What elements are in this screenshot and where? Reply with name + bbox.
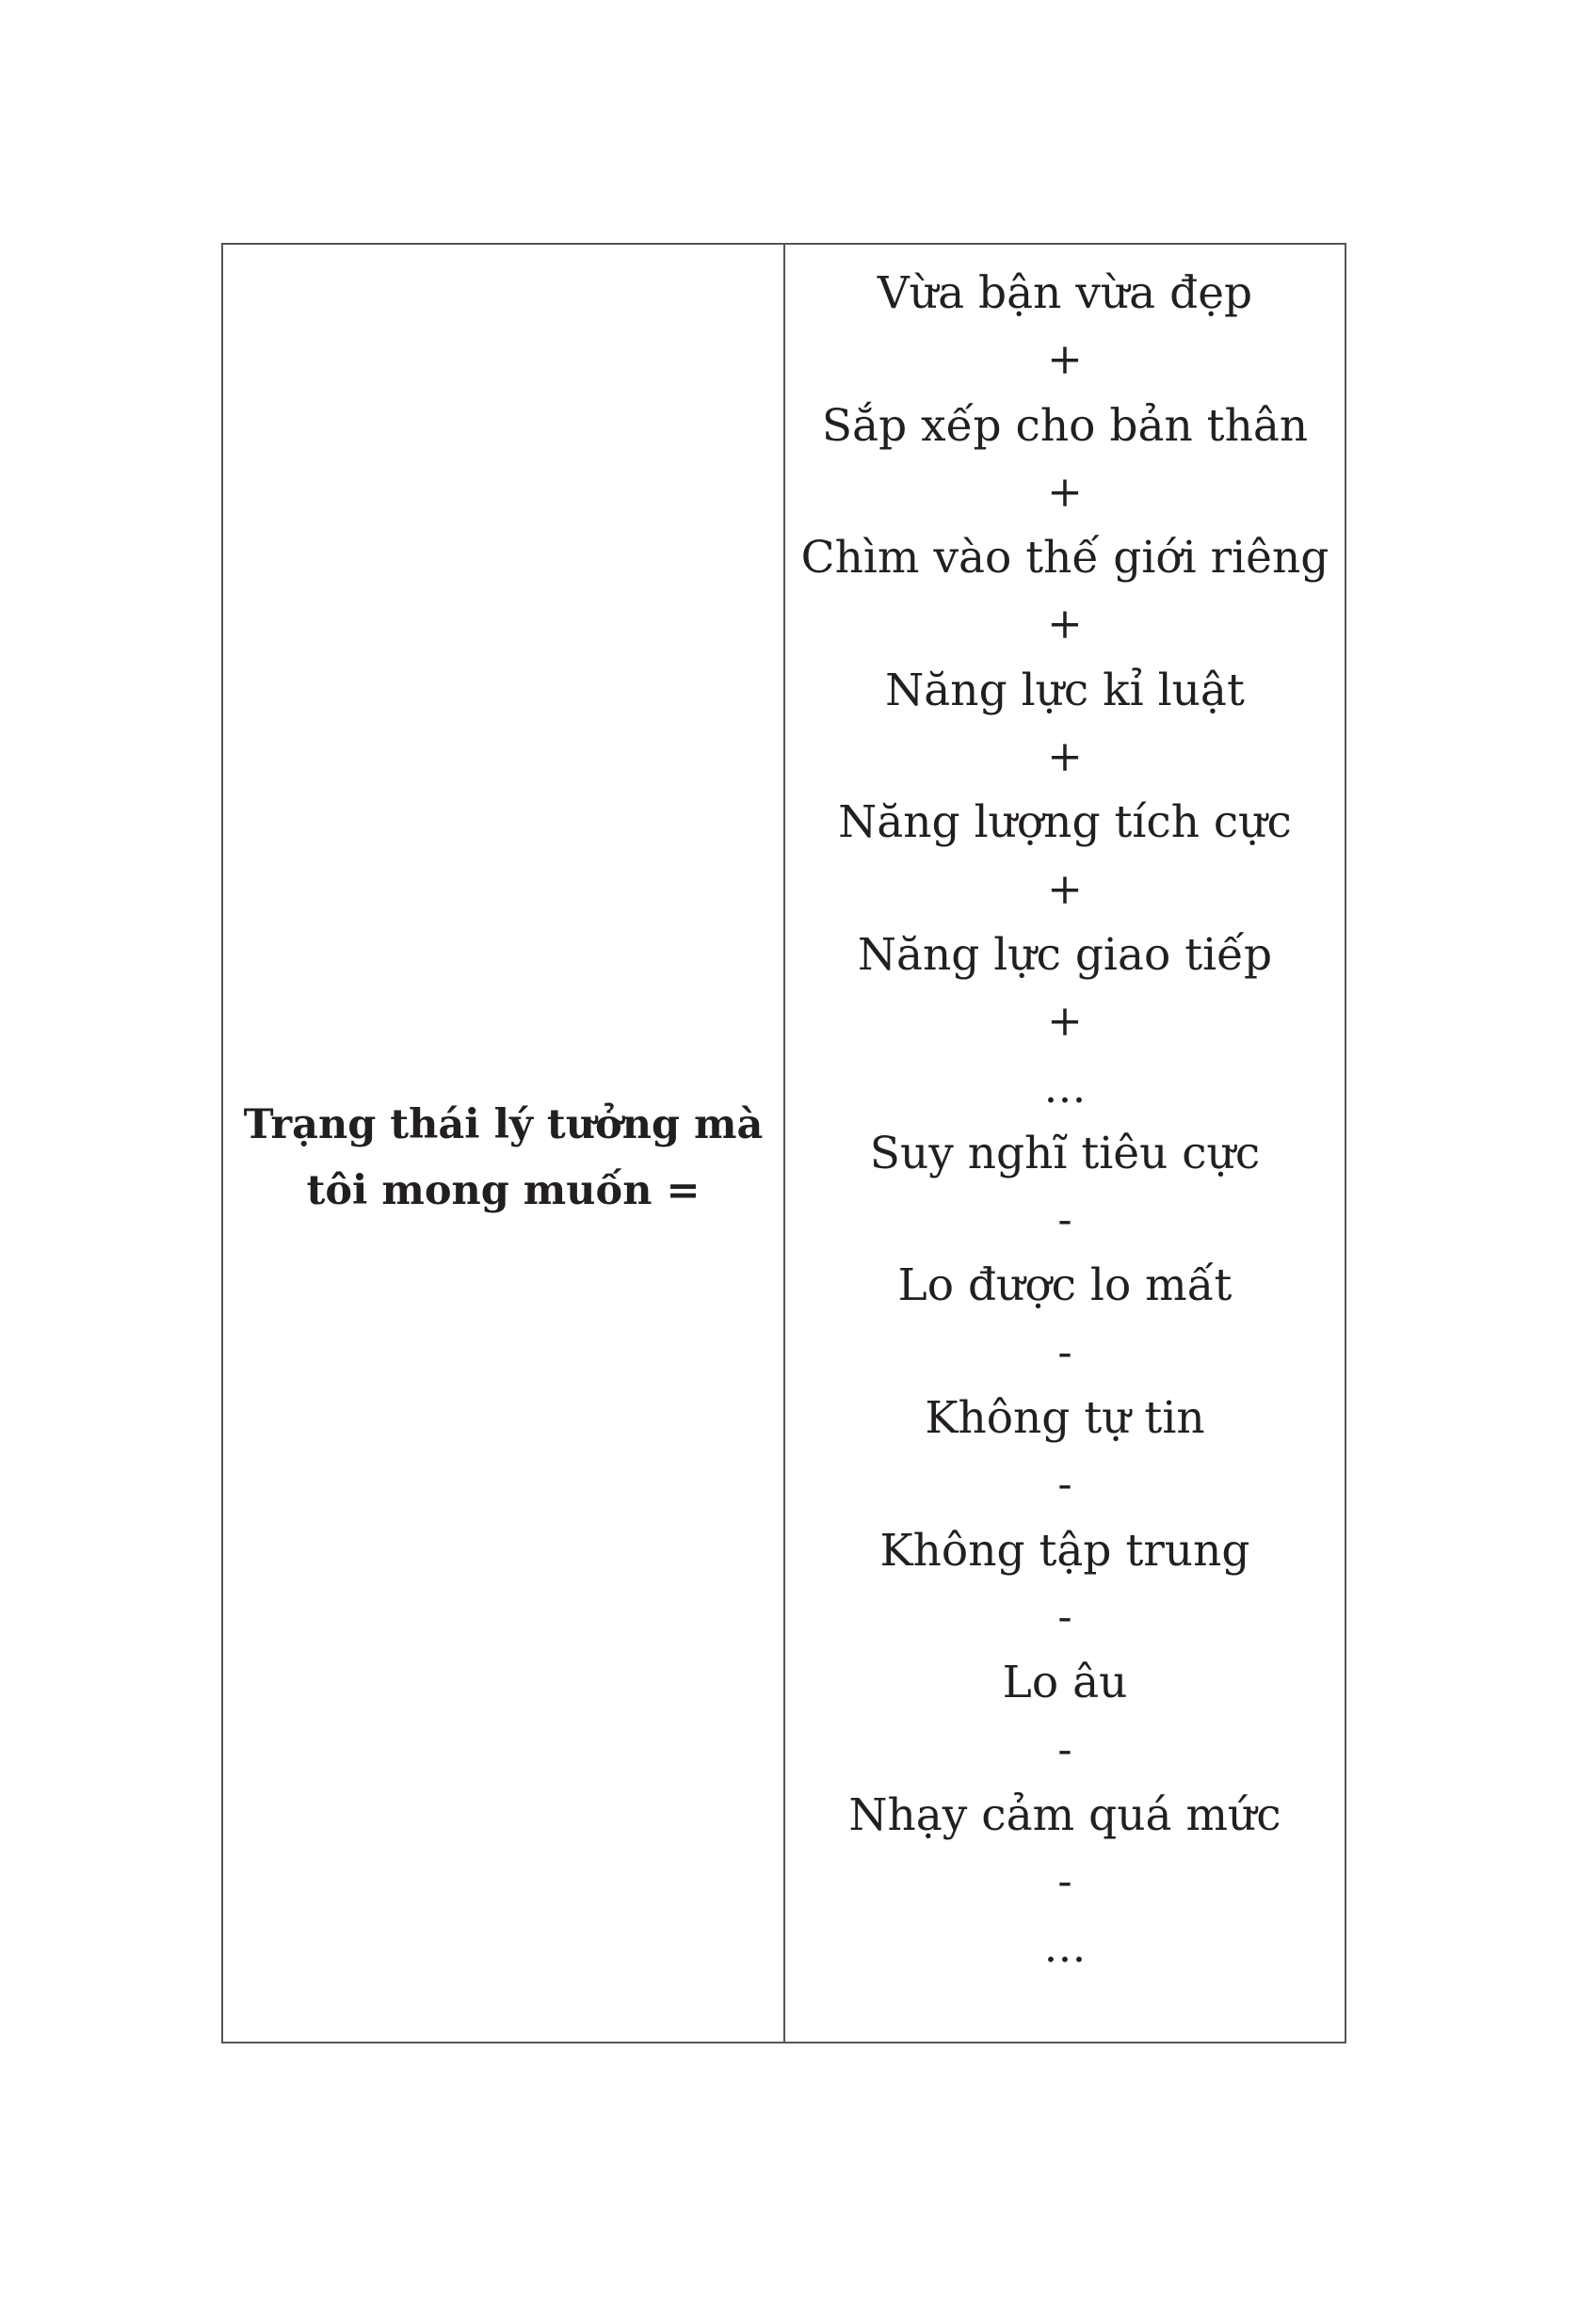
right-cell	[785, 245, 1345, 2042]
plus-operator: +	[1047, 599, 1083, 649]
ellipsis: …	[1043, 1062, 1087, 1113]
list-item: Năng lực giao tiếp	[857, 928, 1273, 981]
list-item: Lo được lo mất	[897, 1259, 1233, 1312]
minus-operator: -	[1057, 1591, 1072, 1642]
list-item: Năng lượng tích cực	[838, 796, 1292, 849]
list-item: Nhạy cảm quá mức	[848, 1788, 1281, 1841]
list-item: Lo âu	[1002, 1657, 1128, 1709]
list-item: Năng lực kỉ luật	[885, 664, 1245, 716]
minus-operator: -	[1057, 1326, 1072, 1377]
plus-operator: +	[1047, 731, 1083, 782]
minus-operator: -	[1057, 1459, 1072, 1510]
list-item: Sắp xếp cho bản thân	[821, 399, 1309, 452]
list-item: Vừa bận vừa đẹp	[877, 267, 1253, 319]
plus-operator: +	[1047, 334, 1083, 385]
list-item: Không tự tin	[925, 1392, 1205, 1445]
minus-operator: -	[1057, 1194, 1072, 1245]
plus-operator: +	[1047, 466, 1083, 517]
formula-table	[221, 243, 1346, 2044]
list-item: Suy nghĩ tiêu cực	[869, 1127, 1261, 1179]
plus-operator: +	[1047, 863, 1083, 914]
list-item: Chìm vào thế giới riêng	[800, 532, 1329, 585]
minus-operator: -	[1057, 1723, 1072, 1774]
list-item: Không tập trung	[879, 1524, 1250, 1577]
plus-operator: +	[1047, 996, 1083, 1047]
minus-operator: -	[1057, 1856, 1072, 1907]
left-cell	[223, 245, 785, 2042]
ellipsis: …	[1043, 1922, 1087, 1973]
ideal-state-label: Trạng thái lý tưởng mà tôi mong muốn =	[243, 1100, 764, 1214]
